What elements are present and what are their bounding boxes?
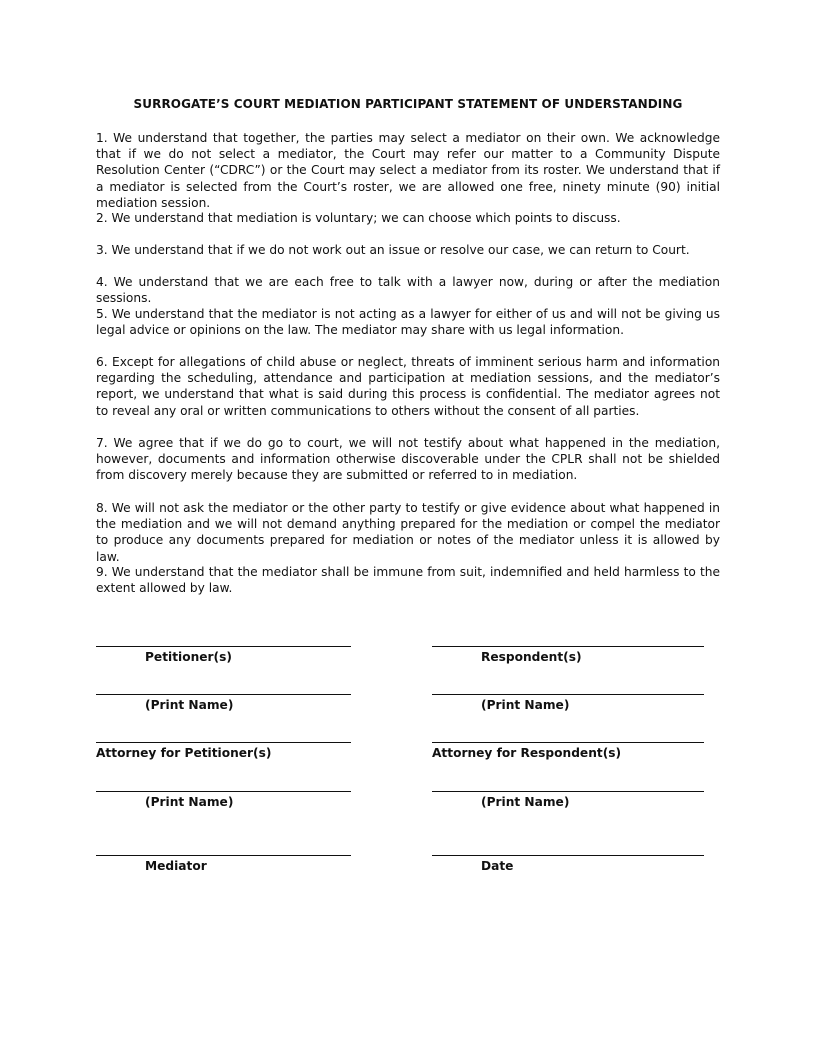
signature-label: (Print Name) bbox=[481, 698, 570, 712]
signature-petitioner-print-name[interactable] bbox=[96, 694, 352, 734]
paragraph-4: 4. We understand that we are each free to talk with a lawyer now, during or after the mediation sessions. bbox=[96, 275, 720, 306]
paragraph-8: 8. We will not ask the mediator or the other party to testify or give evidence about what happened in the mediation and we will not demand anything prepared for the mediation or compel the mediator to produce any documents prepared for mediation or notes of the mediator unless it is allowed by law. bbox=[96, 501, 720, 564]
paragraph-1: 1. We understand that together, the parties may select a mediator on their own. We acknowledge that if we do not select a mediator, the Court may refer our matter to a Community Dispute Resolution Center (“CDRC”) or the Court may select a mediator from its roster. We understand that if a mediator is selected from the Court’s roster, we are allowed one free, ninety minute (90) initial mediation session. bbox=[96, 131, 720, 210]
signature-label: Date bbox=[481, 859, 514, 873]
paragraph-7: 7. We agree that if we do go to court, we will not testify about what happened in the mediation, however, documents and information otherwise discoverable under the CPLR shall not be shielded from discovery merely because they are submitted or referred to in mediation. bbox=[96, 436, 720, 483]
signature-attorney-petitioner-print-name[interactable] bbox=[96, 791, 352, 831]
signature-line[interactable] bbox=[96, 855, 351, 856]
signature-respondent[interactable] bbox=[432, 646, 706, 686]
signature-label: (Print Name) bbox=[145, 795, 234, 809]
signature-mediator[interactable] bbox=[96, 855, 352, 895]
signature-respondent-print-name[interactable] bbox=[432, 694, 706, 734]
signature-line[interactable] bbox=[96, 694, 351, 695]
signature-line[interactable] bbox=[432, 855, 704, 856]
paragraph-6: 6. Except for allegations of child abuse or neglect, threats of imminent serious harm and information regarding the scheduling, attendance and participation at mediation sessions, and the mediator’s report, we understand that what is said during this process is confidential. The mediator agrees not to reveal any oral or written communications to others without the consent of all parties. bbox=[96, 355, 720, 418]
signature-date[interactable] bbox=[432, 855, 706, 895]
signature-petitioner[interactable] bbox=[96, 646, 352, 686]
signature-label: (Print Name) bbox=[481, 795, 570, 809]
paragraph-5: 5. We understand that the mediator is not acting as a lawyer for either of us and will not be giving us legal advice or opinions on the law. The mediator may share with us legal information. bbox=[96, 307, 720, 338]
document-title: SURROGATE’S COURT MEDIATION PARTICIPANT STATEMENT OF UNDERSTANDING bbox=[133, 97, 683, 111]
signature-line[interactable] bbox=[432, 742, 704, 743]
signature-label: Respondent(s) bbox=[481, 650, 582, 664]
paragraph-2: 2. We understand that mediation is voluntary; we can choose which points to discuss. bbox=[96, 211, 621, 225]
signature-label: Mediator bbox=[145, 859, 207, 873]
signature-attorney-petitioner[interactable] bbox=[96, 742, 352, 782]
signature-line[interactable] bbox=[432, 646, 704, 647]
signature-label: Attorney for Respondent(s) bbox=[432, 746, 622, 760]
signature-attorney-respondent-print-name[interactable] bbox=[432, 791, 706, 831]
signature-line[interactable] bbox=[432, 791, 704, 792]
paragraph-3: 3. We understand that if we do not work out an issue or resolve our case, we can return to Court. bbox=[96, 243, 690, 257]
signature-line[interactable] bbox=[96, 646, 351, 647]
signature-label: Petitioner(s) bbox=[145, 650, 232, 664]
signature-label: (Print Name) bbox=[145, 698, 234, 712]
signature-label: Attorney for Petitioner(s) bbox=[96, 746, 272, 760]
signature-line[interactable] bbox=[432, 694, 704, 695]
paragraph-9: 9. We understand that the mediator shall be immune from suit, indemnified and held harmless to the extent allowed by law. bbox=[96, 565, 720, 596]
signature-line[interactable] bbox=[96, 742, 351, 743]
signature-attorney-respondent[interactable] bbox=[432, 742, 706, 782]
signature-line[interactable] bbox=[96, 791, 351, 792]
